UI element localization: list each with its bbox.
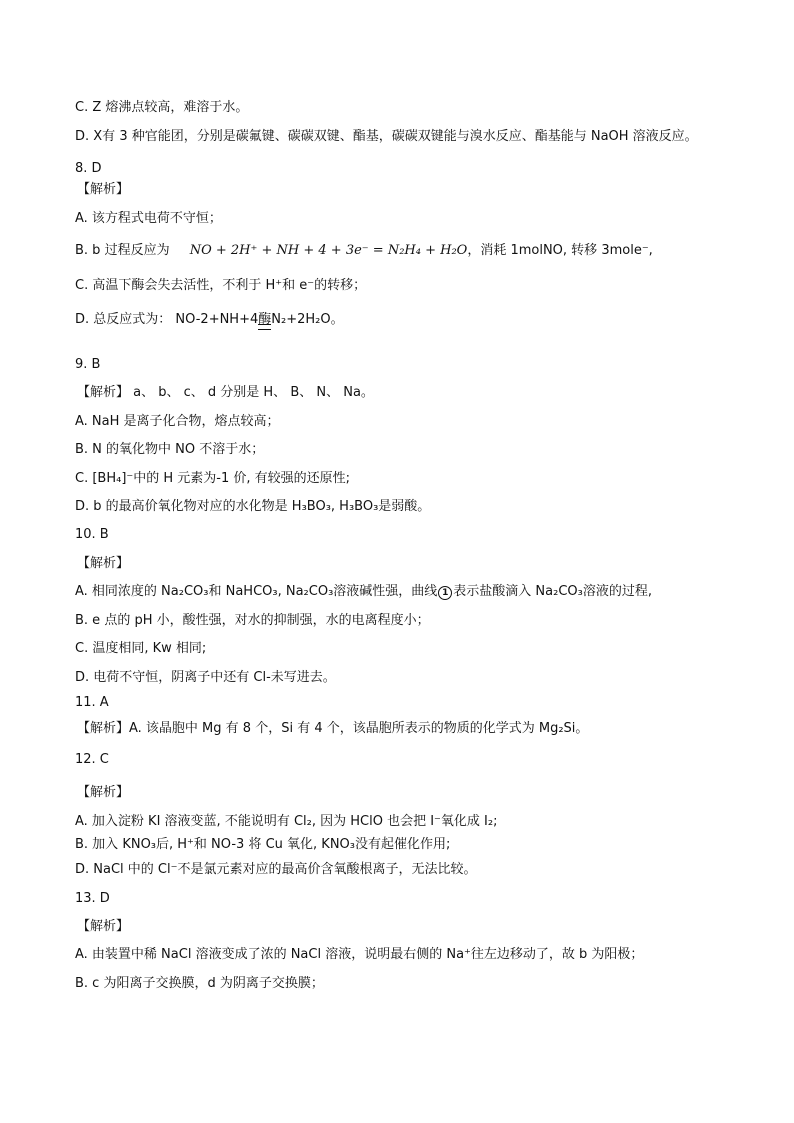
line-10a-tail: 表示盐酸滴入 Na₂CO₃溶液的过程, [453, 584, 652, 599]
line-13a: A. 由装置中稀 NaCl 溶液变成了浓的 NaCl 溶液，说明最右侧的 Na⁺往左边移动了，故 b 为阳极； [75, 947, 644, 962]
analysis-11: 【解析】A. 该晶胞中 Mg 有 8 个，Si 有 4 个，该晶胞所表示的物质的化学式为 Mg₂Si。 [77, 721, 589, 736]
line-8d-label: D. 总反应式为： NO-2+NH+4 [75, 312, 259, 327]
line-8b-tail: ，消耗 1molNO, 转移 3mole⁻, [467, 243, 653, 258]
line-12a: A. 加入淀粉 KI 溶液变蓝, 不能说明有 Cl₂, 因为 HClO 也会把 I⁻氧化成 I₂; [75, 814, 498, 829]
answer-12: 12. C [75, 752, 109, 767]
analysis-heading: 【解析】 [77, 556, 130, 571]
line-9a: A. NaH 是离子化合物，熔点较高； [75, 414, 280, 429]
line-8b-label: B. b 过程反应为 [75, 243, 170, 258]
line-12b: B. 加入 KNO₃后, H⁺和 NO-3 将 Cu 氧化, KNO₃没有起催化作用; [75, 837, 451, 852]
answer-13: 13. D [75, 891, 110, 906]
equals-sign [258, 324, 271, 330]
line-8d-tail: N₂+2H₂O。 [271, 312, 344, 327]
line-9b: B. N 的氧化物中 NO 不溶于水； [75, 442, 265, 457]
line-10c: C. 温度相同, Kw 相同; [75, 641, 207, 656]
answer-8: 8. D [75, 161, 102, 176]
line-8c: C. 高温下酶会失去活性，不利于 H⁺和 e⁻的转移； [75, 278, 367, 293]
analysis-heading: 【解析】 [77, 182, 130, 197]
line-8d [75, 311, 344, 329]
line-9c: C. [BH₄]⁻中的 H 元素为-1 价, 有较强的还原性; [75, 471, 351, 486]
enzyme-condition [258, 311, 271, 329]
line-d-option-x: D. X有 3 种官能团，分别是碳氟键、碳碳双键、酯基，碳碳双键能与溴水反应、酯基能与 NaOH 溶液反应。 [75, 129, 698, 144]
enzyme-text: 酶 [258, 312, 272, 327]
line-10d: D. 电荷不守恒，阴离子中还有 Cl-未写进去。 [75, 670, 336, 685]
analysis-9: 【解析】 a、 b、 c、 d 分别是 H、 B、 N、 Na。 [77, 385, 374, 400]
line-13b: B. c 为阳离子交换膜，d 为阴离子交换膜； [75, 976, 324, 991]
line-10b: B. e 点的 pH 小，酸性强，对水的抑制强，水的电离程度小； [75, 613, 430, 628]
line-8b [75, 242, 653, 260]
line-c-option-z: C. Z 熔沸点较高，难溶于水。 [75, 100, 249, 115]
answer-10: 10. B [75, 527, 109, 542]
analysis-heading: 【解析】 [77, 785, 130, 800]
line-10a-text: A. 相同浓度的 Na₂CO₃和 NaHCO₃, Na₂CO₃溶液碱性强，曲线 [75, 584, 438, 599]
analysis-heading: 【解析】 [77, 919, 130, 934]
line-12d: D. NaCl 中的 Cl⁻不是氯元素对应的最高价含氧酸根离子，无法比较。 [75, 862, 477, 877]
line-9d: D. b 的最高价氧化物对应的水化物是 H₃BO₃, H₃BO₃是弱酸。 [75, 499, 431, 514]
reaction-equation: NO + 2H⁺ + NH + 4 + 3e⁻ = N₂H₄ + H₂O [189, 243, 468, 258]
line-8a: A. 该方程式电荷不守恒； [75, 211, 222, 226]
line-10a [75, 583, 652, 601]
answer-9: 9. B [75, 357, 101, 372]
circled-number: 1 [438, 586, 452, 600]
answer-11: 11. A [75, 695, 109, 710]
